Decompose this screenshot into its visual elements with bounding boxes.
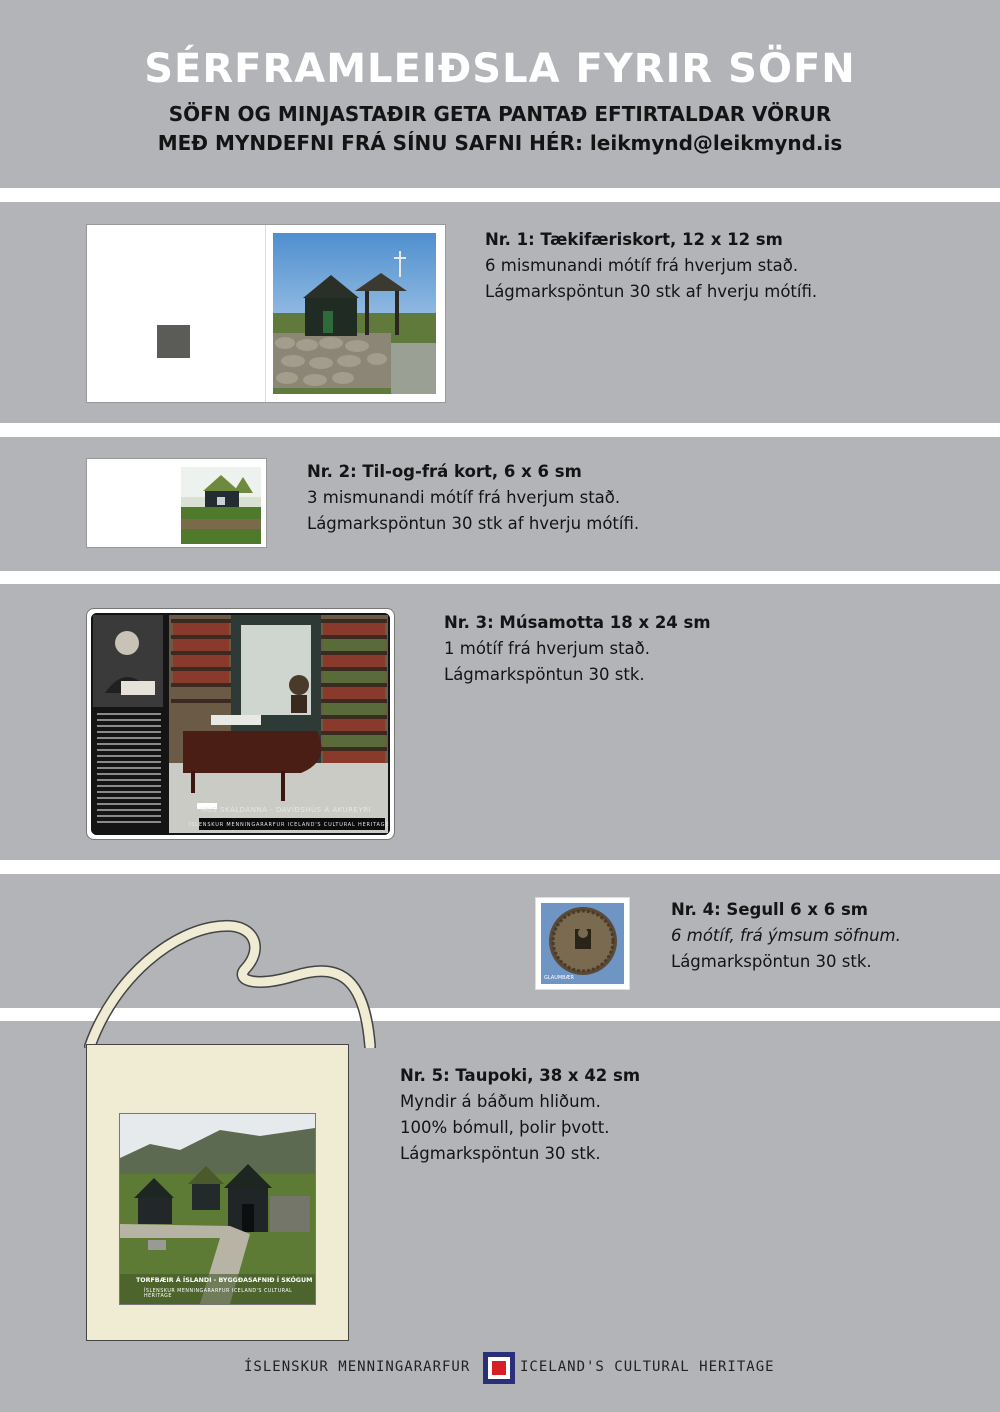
- magnet-print: [541, 903, 624, 984]
- magnet-image: [535, 897, 630, 990]
- product-2-description: [307, 459, 639, 537]
- page-title: SÉRFRAMLEIÐSLA FYRIR SÖFN: [144, 46, 856, 92]
- page-header: [0, 0, 1000, 188]
- card-back-text: [127, 311, 247, 316]
- product-5-line-3: Lágmarkspöntun 30 stk.: [400, 1144, 601, 1163]
- tote-bag-caption: TORFBÆIR Á ÍSLANDI - BYGGÐASAFNIÐ Í SKÓGUM: [136, 1277, 313, 1284]
- footer-left-text: ÍSLENSKUR MENNINGARARFUR: [244, 1359, 471, 1375]
- footer: [0, 1352, 1000, 1384]
- product-4-description: [671, 897, 901, 975]
- tote-bag-photo: [119, 1113, 316, 1305]
- turf-house-photo: [181, 467, 261, 544]
- gift-tag-card-image: [86, 458, 267, 548]
- product-5-heading: Nr. 5: Taupoki, 38 x 42 sm: [400, 1066, 641, 1085]
- magnet-label: GLAUMBÆR: [544, 975, 574, 981]
- product-5-line-2: 100% bómull, þolir þvott.: [400, 1118, 610, 1137]
- mousepad-caption-heritage: ÍSLENSKUR MENNINGARARFUR ICELAND'S CULTURAL HERITAGE: [189, 822, 390, 828]
- mousepad-caption: HÚS SKÁLDANNA - DAVÍÐSHÚS Á AKUREYRI: [201, 806, 372, 814]
- product-3-line-2: Lágmarkspöntun 30 stk.: [444, 665, 645, 684]
- product-4-line-2: Lágmarkspöntun 30 stk.: [671, 952, 872, 971]
- card-back-thumbnail: [157, 325, 190, 358]
- heritage-logo-icon: [483, 1352, 515, 1384]
- product-5-description: [400, 1063, 640, 1167]
- product-4-heading: Nr. 4: Segull 6 x 6 sm: [671, 900, 868, 919]
- separator-stripe: [0, 188, 1000, 202]
- product-5-line-1: Myndir á báðum hliðum.: [400, 1092, 601, 1111]
- subtitle-line-2: MEÐ MYNDEFNI FRÁ SÍNU SAFNI HÉR: leikmynd@leikmynd.is: [157, 131, 843, 155]
- product-4-line-1: 6 mótíf, frá ýmsum söfnum.: [671, 926, 901, 945]
- product-1-heading: Nr. 1: Tækifæriskort, 12 x 12 sm: [485, 230, 783, 249]
- tote-bag-caption-heritage: ÍSLENSKUR MENNINGARARFUR ICELAND'S CULTURAL HERITAGE: [144, 1289, 293, 1299]
- separator-stripe: [0, 423, 1000, 437]
- tote-bag-image: [86, 1044, 349, 1341]
- mousepad-image: [86, 608, 395, 840]
- product-3-line-1: 1 mótíf frá hverjum stað.: [444, 639, 651, 658]
- separator-stripe: [0, 860, 1000, 874]
- card-fold: [265, 225, 266, 402]
- product-1-line-1: 6 mismunandi mótíf frá hverjum stað.: [485, 256, 799, 275]
- product-3-description: [444, 610, 711, 688]
- product-3-heading: Nr. 3: Músamotta 18 x 24 sm: [444, 613, 711, 632]
- product-2-heading: Nr. 2: Til-og-frá kort, 6 x 6 sm: [307, 462, 582, 481]
- footer-right-text: ICELAND'S CULTURAL HERITAGE: [520, 1359, 775, 1375]
- mousepad-print: [91, 613, 390, 835]
- product-1-line-2: Lágmarkspöntun 30 stk af hverju mótífi.: [485, 282, 818, 301]
- product-2-line-1: 3 mismunandi mótíf frá hverjum stað.: [307, 488, 621, 507]
- subtitle-line-1: SÖFN OG MINJASTAÐIR GETA PANTAÐ EFTIRTALDAR VÖRUR: [168, 102, 832, 126]
- greeting-card-image: [86, 224, 446, 403]
- bag-strap: [84, 918, 376, 1048]
- product-2-line-2: Lágmarkspöntun 30 stk af hverju mótífi.: [307, 514, 640, 533]
- separator-stripe: [0, 571, 1000, 584]
- product-1-description: [485, 227, 817, 305]
- turf-church-photo: [273, 233, 436, 394]
